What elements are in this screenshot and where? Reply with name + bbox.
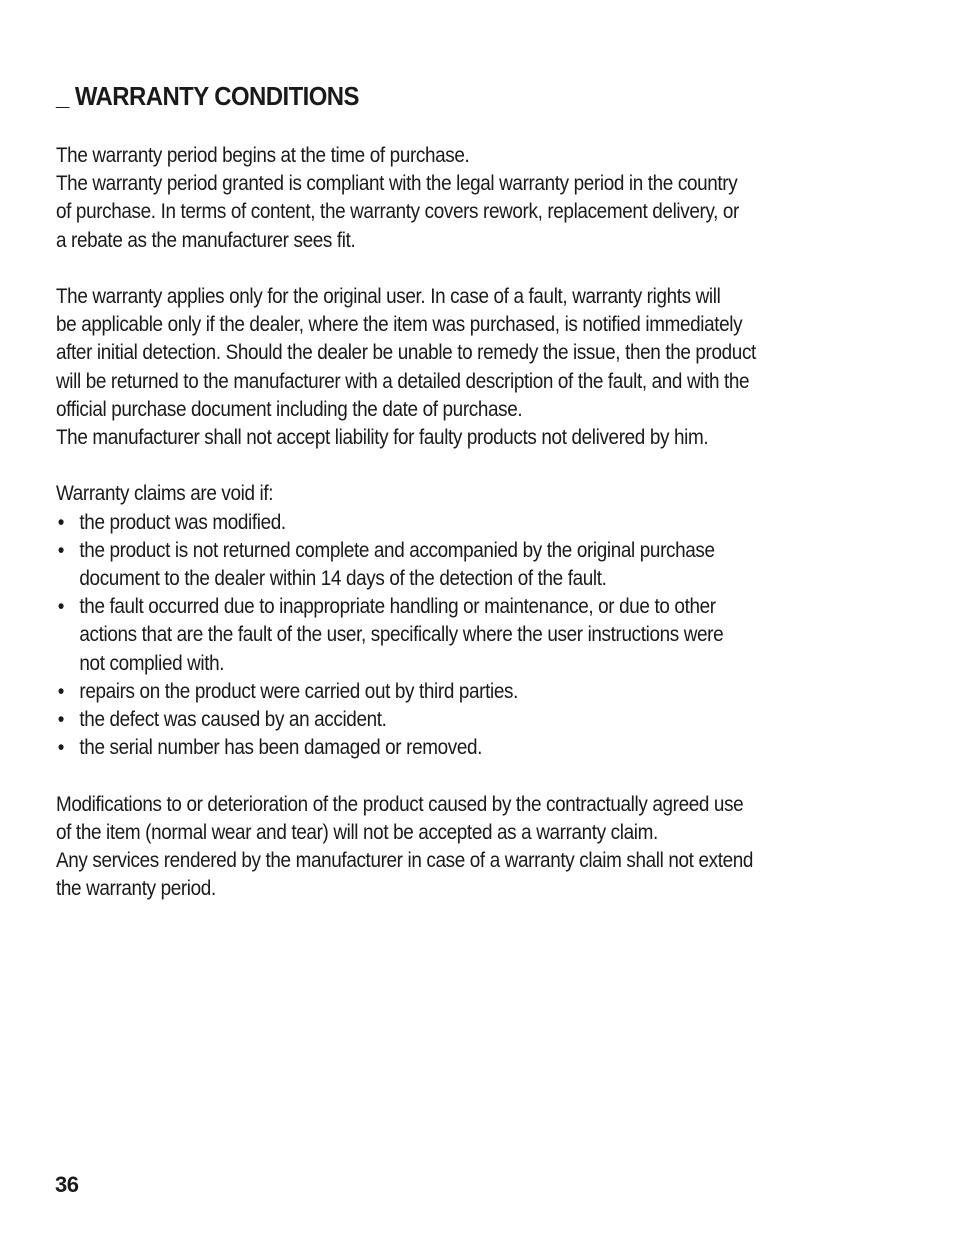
list-item [56,678,886,706]
list-item [56,734,886,762]
void-conditions-intro: Warranty claims are void if: [56,482,274,506]
text-line: of purchase. In terms of content, the warranty covers rework, replacement delivery, or [56,200,740,224]
paragraph-modifications [56,791,886,904]
text-line: The warranty applies only for the original user. In case of a fault, warranty rights will [56,285,721,308]
text-line: document to the dealer within 14 days of the detection of the fault. [79,567,607,591]
text-line: The manufacturer shall not accept liability for faulty products not delivered by him. [56,426,709,450]
text-line: the serial number has been damaged or removed. [79,736,483,760]
text-line: The warranty period begins at the time of purchase. [56,144,470,167]
text-line: Any services rendered by the manufacturer in case of a warranty claim shall not extend [56,849,754,873]
bullet-icon: • [57,708,65,732]
page-title: _ WARRANTY CONDITIONS [56,81,359,111]
text-line: the product was modified. [79,510,286,534]
warranty-body [56,142,886,903]
void-conditions-list [56,509,886,763]
paragraph-warranty-period [56,142,886,255]
text-line: not complied with. [79,651,225,675]
text-line: the warranty period. [56,877,216,901]
list-item [56,593,886,678]
text-line: official purchase document including the date of purchase. [56,397,523,421]
bullet-icon: • [57,679,65,703]
bullet-icon: • [57,595,65,619]
bullet-icon: • [57,736,65,760]
text-line: after initial detection. Should the dealer be unable to remedy the issue, then the product [56,341,756,365]
bullet-icon: • [57,510,65,534]
text-line: Modifications to or deterioration of the product caused by the contractually agreed use [56,792,744,816]
bullet-icon: • [57,538,65,562]
void-conditions-section [56,480,886,762]
list-item [56,509,886,537]
text-line: a rebate as the manufacturer sees fit. [56,228,356,252]
text-line: the defect was caused by an accident. [79,708,387,732]
paragraph-original-user [56,283,886,452]
page-number: 36 [55,1172,79,1197]
text-line: the product is not returned complete and accompanied by the original purchase [79,538,715,562]
text-line: actions that are the fault of the user, specifically where the user instructions were [79,623,724,647]
text-line: be applicable only if the dealer, where the item was purchased, is notified immediately [56,313,743,337]
warranty-page [56,80,886,932]
list-item [56,537,886,593]
list-item [56,706,886,734]
text-line: The warranty period granted is compliant with the legal warranty period in the country [56,172,738,196]
text-line: the fault occurred due to inappropriate handling or maintenance, or due to other [79,595,716,619]
text-line: of the item (normal wear and tear) will not be accepted as a warranty claim. [56,820,658,844]
text-line: will be returned to the manufacturer with a detailed description of the fault, and with the [56,369,750,393]
text-line: repairs on the product were carried out by third parties. [79,679,518,703]
